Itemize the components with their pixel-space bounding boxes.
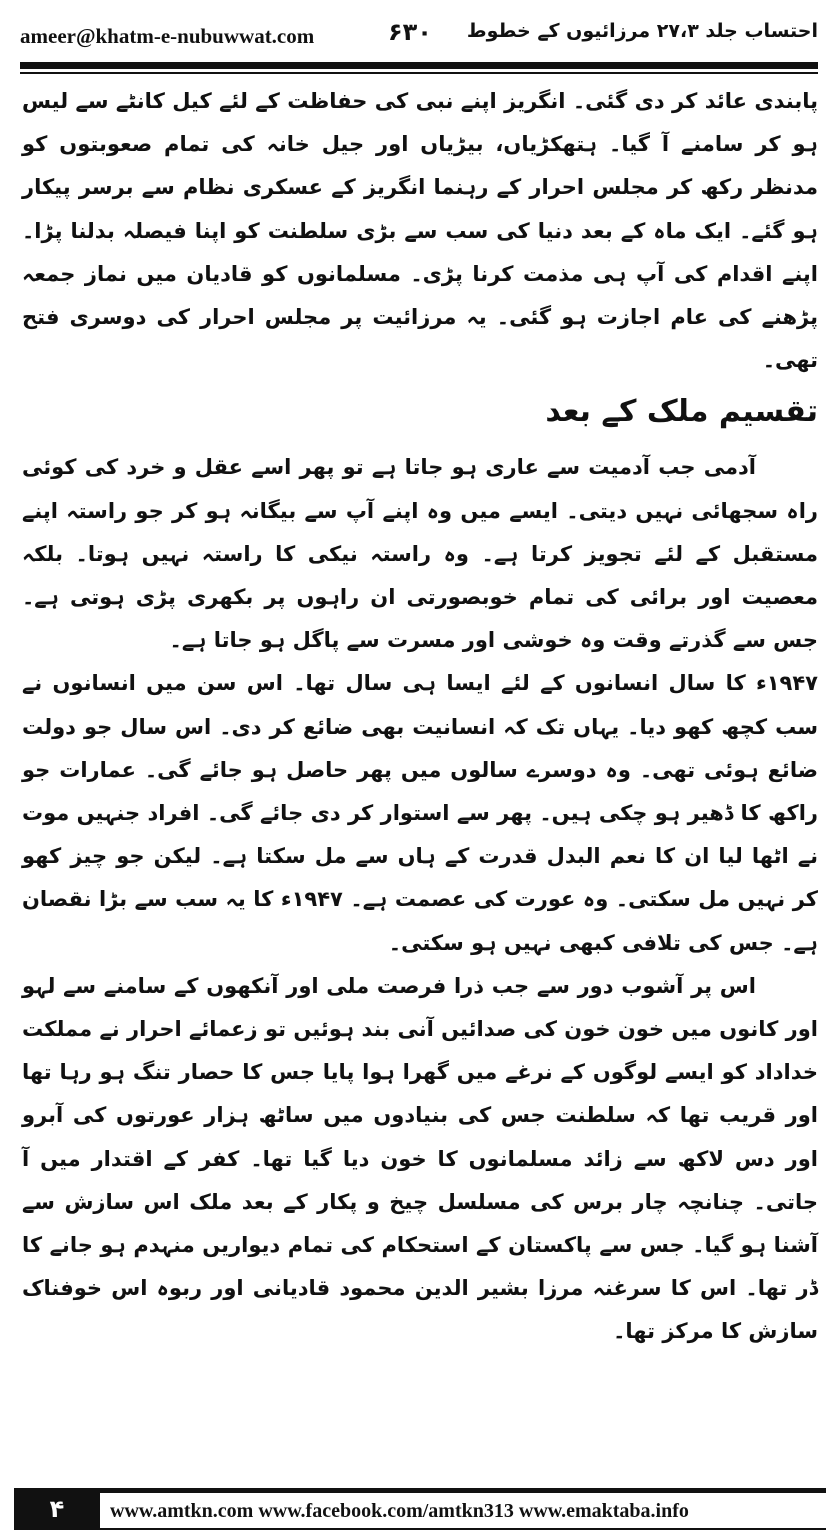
page-footer (14, 1488, 826, 1530)
paragraph: اس پر آشوب دور سے جب ذرا فرصت ملی اور آنکھوں کے سامنے سے لہو اور کانوں میں خون خون کی صدائیں آنی بند ہوئیں تو زعمائے احرار نے مملکت خداداد کو ایسے لوگوں کے نرغے میں گھرا ہوا پایا جس کا حصار تنگ ہو رہا تھا اور قریب تھا کہ سلطنت جس کی بنیادوں میں ساٹھ ہزار عورتوں کی آبرو اور دس لاکھ سے زائد مسلمانوں کا خون دیا گیا تھا۔ کفر کے اقتدار میں آ جاتی۔ چنانچہ چار برس کی مسلسل چیخ و پکار کے بعد ملک اس سازش سے آشنا ہو گیا۔ جس سے پاکستان کے استحکام کی تمام دیواریں منہدم ہو جانے کا ڈر تھا۔ اس کا سرغنہ مرزا بشیر الدین محمود قادیانی اور ربوہ اس خوفناک سازش کا مرکز تھا۔ (22, 973, 818, 1344)
footer-rule-top (100, 1488, 826, 1493)
header-rule-thin (20, 72, 818, 74)
paragraph: ۱۹۴۷ء کا سال انسانوں کے لئے ایسا ہی سال تھا۔ اس سن میں انسانوں نے سب کچھ کھو دیا۔ یہاں تک کہ انسانیت بھی ضائع کر دی۔ اس سال جو دولت ضائع ہوئی تھی۔ وہ دوسرے سالوں میں پھر حاصل ہو جائے گی۔ عمارات جو راکھ کا ڈھیر ہو چکی ہیں۔ پھر سے استوار کر دی جائے گی۔ افراد جنہیں موت نے اٹھا لیا ان کا نعم البدل قدرت کے ہاں سے مل سکتا ہے۔ لیکن جو چیز کھو کر نہیں مل سکتی۔ وہ عورت کی عصمت ہے۔ ۱۹۴۷ء کا یہ سب سے بڑا نقصان ہے۔ جس کی تلافی کبھی نہیں ہو سکتی۔ (22, 671, 818, 955)
footer-links: www.amtkn.com www.facebook.com/amtkn313 www.emaktaba.info (110, 1500, 689, 1522)
paragraph: آدمی جب آدمیت سے عاری ہو جاتا ہے تو پھر اسے عقل و خرد کی کوئی راہ سجھائی نہیں دیتی۔ ایسے میں وہ اپنے آپ سے بیگانہ ہو کر جو راستہ اپنے مستقبل کے لئے تجویز کرتا ہے۔ وہ راستہ نیکی کا راستہ نہیں ہوتا۔ بلکہ معصیت اور برائی کی تمام خوبصورتی ان راہوں پر بکھری پڑی ہوتی ہے۔ جس سے گذرتے وقت وہ خوشی اور مسرت سے پاگل ہو جاتا ہے۔ (22, 455, 818, 653)
page-number: ۶۳۰ (388, 18, 432, 46)
book-title: احتساب جلد ۲۷،۳ مرزائیوں کے خطوط (466, 20, 818, 42)
section-heading: تقسیم ملک کے بعد (545, 394, 818, 430)
footer-number-box: ۴ (14, 1488, 100, 1530)
header-email: ameer@khatm-e-nubuwwat.com (20, 24, 315, 48)
page-body (22, 80, 818, 1354)
page-header (20, 14, 818, 58)
paragraph: پابندی عائد کر دی گئی۔ انگریز اپنے نبی کی حفاظت کے لئے کیل کانٹے سے لیس ہو کر سامنے آ گیا۔ ہتھکڑیاں، بیڑیاں اور جیل خانہ کی تمام صعوبتوں کو مدنظر رکھ کر مجلس احرار کے رہنما انگریز کے عسکری نظام سے برسر پیکار ہو گئے۔ ایک ماہ کے بعد دنیا کی سب سے بڑی سلطنت کو اپنا فیصلہ بدلنا پڑا۔ اپنے اقدام کی آپ ہی مذمت کرنا پڑی۔ مسلمانوں کو قادیان میں نماز جمعہ پڑھنے کی عام اجازت ہو گئی۔ یہ مرزائیت پر مجلس احرار کی دوسری فتح تھی۔ (22, 89, 818, 373)
footer-rule-bottom (100, 1528, 826, 1530)
header-rule-thick (20, 62, 818, 69)
